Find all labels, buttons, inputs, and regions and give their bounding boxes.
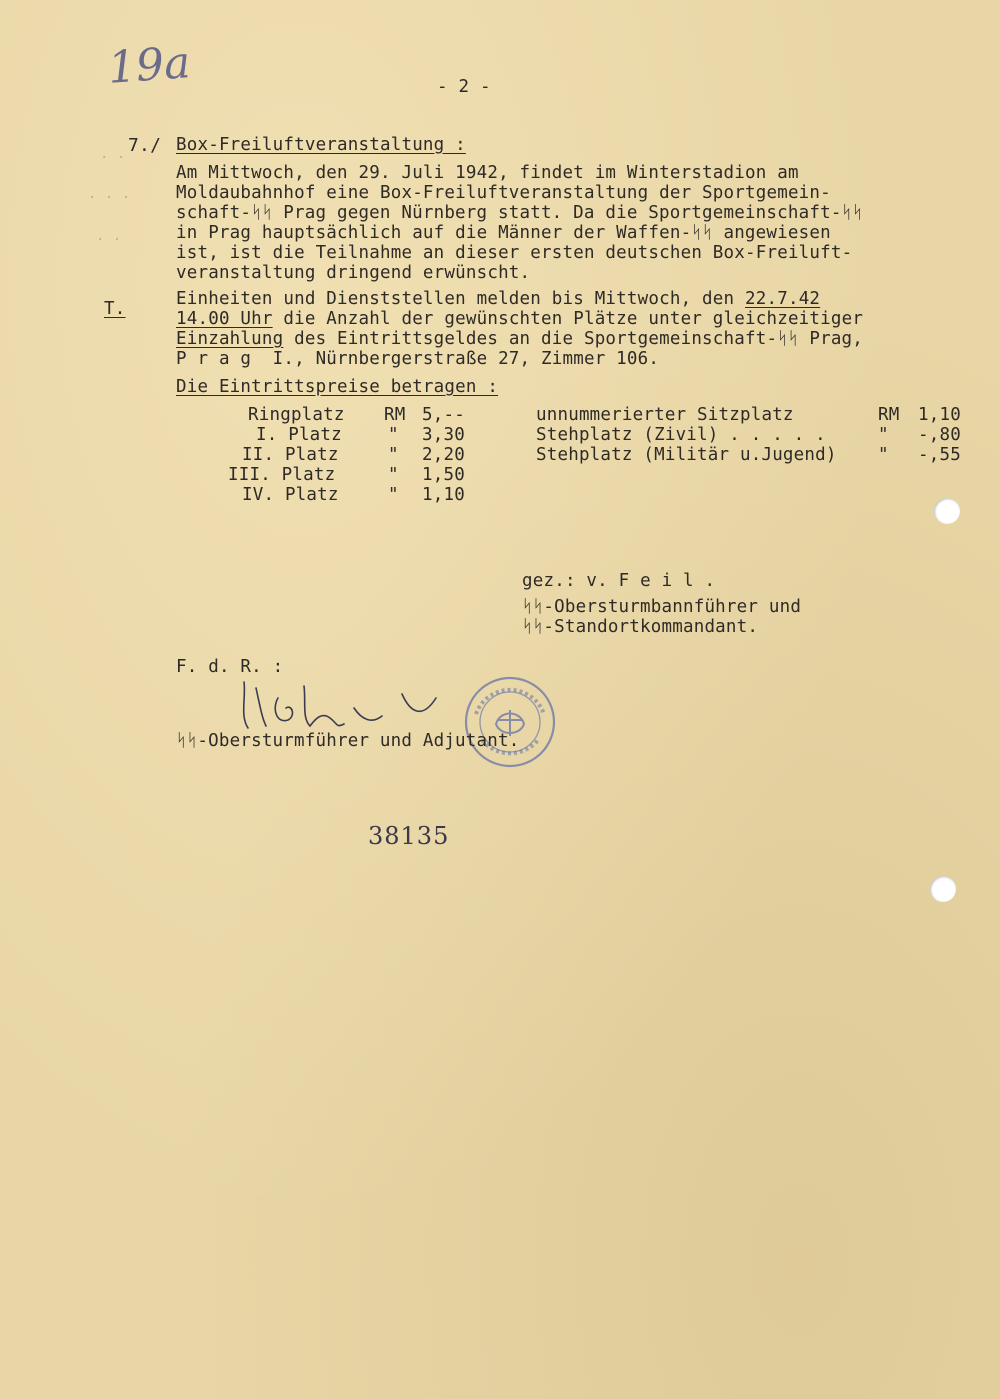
fdr-role: ᛋᛋ-Obersturmführer und Adjutant. [176, 731, 520, 751]
price-label: II. Platz [242, 445, 339, 465]
price-currency: " [878, 445, 889, 465]
price-label: I. Platz [256, 425, 342, 445]
section-body-line: in Prag hauptsächlich auf die Männer der Waffen-ᛋᛋ angewiesen [176, 223, 831, 243]
section-number: 7./ [128, 135, 162, 156]
price-currency: RM [878, 405, 900, 425]
notice-line-2 [176, 310, 863, 329]
official-stamp [462, 674, 558, 770]
price-label: Ringplatz [248, 405, 345, 425]
punch-hole-top [934, 498, 960, 524]
price-value: 1,10 [918, 405, 961, 425]
price-currency: RM [384, 405, 406, 425]
section-body-line: Am Mittwoch, den 29. Juli 1942, findet im Winterstadion am [176, 163, 799, 183]
price-value: 5,-- [422, 405, 465, 425]
price-value: -,80 [918, 425, 961, 445]
signature-rank: ᛋᛋ-Obersturmbannführer und [522, 597, 802, 617]
section-body-line: schaft-ᛋᛋ Prag gegen Nürnberg statt. Da die Sportgemeinschaft-ᛋᛋ [176, 203, 863, 223]
document-number: 38135 [368, 822, 450, 850]
notice-text: des Eintrittsgeldes an die Sportgemeinschaft-ᛋᛋ Prag, [283, 329, 864, 349]
price-label: III. Platz [228, 465, 336, 485]
notice-underlined-word: Einzahlung [176, 329, 284, 349]
price-label: Stehplatz (Militär u.Jugend) [536, 445, 837, 465]
price-currency: " [388, 485, 399, 505]
price-value: 1,50 [422, 465, 465, 485]
price-value: 3,30 [422, 425, 465, 445]
notice-line-3 [176, 330, 863, 349]
price-value: -,55 [918, 445, 961, 465]
price-value: 2,20 [422, 445, 465, 465]
margin-smudge: · · · [88, 190, 131, 206]
price-currency: " [388, 465, 399, 485]
price-currency: " [878, 425, 889, 445]
punch-hole-bottom [930, 876, 956, 902]
notice-line-4: P r a g I., Nürnbergerstraße 27, Zimmer 106. [176, 349, 660, 369]
price-currency: " [388, 445, 399, 465]
notice-date: 22.7.42 [745, 289, 821, 309]
signature-name: gez.: v. F e i l . [522, 571, 716, 591]
section-body-line: Moldaubahnhof eine Box-Freiluftveranstaltung der Sportgemein- [176, 183, 831, 203]
section-body-line: veranstaltung dringend erwünscht. [176, 263, 531, 283]
notice-line-1 [176, 290, 820, 309]
handwritten-archive-number: 19a [106, 37, 192, 94]
price-label: unnummerierter Sitzplatz [536, 405, 794, 425]
notice-marker: T. [104, 299, 126, 319]
margin-smudge: · · [96, 232, 122, 248]
price-label: IV. Platz [242, 485, 339, 505]
price-value: 1,10 [422, 485, 465, 505]
margin-smudge: · · [100, 150, 126, 166]
page-number: - 2 - [437, 77, 491, 97]
section-body-line: ist, ist die Teilnahme an dieser ersten deutschen Box-Freiluft- [176, 243, 853, 263]
price-currency: " [388, 425, 399, 445]
fdr-label: F. d. R. : [176, 657, 284, 677]
notice-text: Einheiten und Dienststellen melden bis Mittwoch, den [176, 289, 746, 309]
prices-heading: Die Eintrittspreise betragen : [176, 377, 499, 397]
signature-title: ᛋᛋ-Standortkommandant. [522, 617, 759, 637]
notice-time: 14.00 Uhr [176, 309, 273, 329]
notice-text: die Anzahl der gewünschten Plätze unter gleichzeitiger [272, 309, 864, 329]
section-title: Box-Freiluftveranstaltung : [176, 135, 466, 155]
price-label: Stehplatz (Zivil) . . . . . [536, 425, 826, 445]
